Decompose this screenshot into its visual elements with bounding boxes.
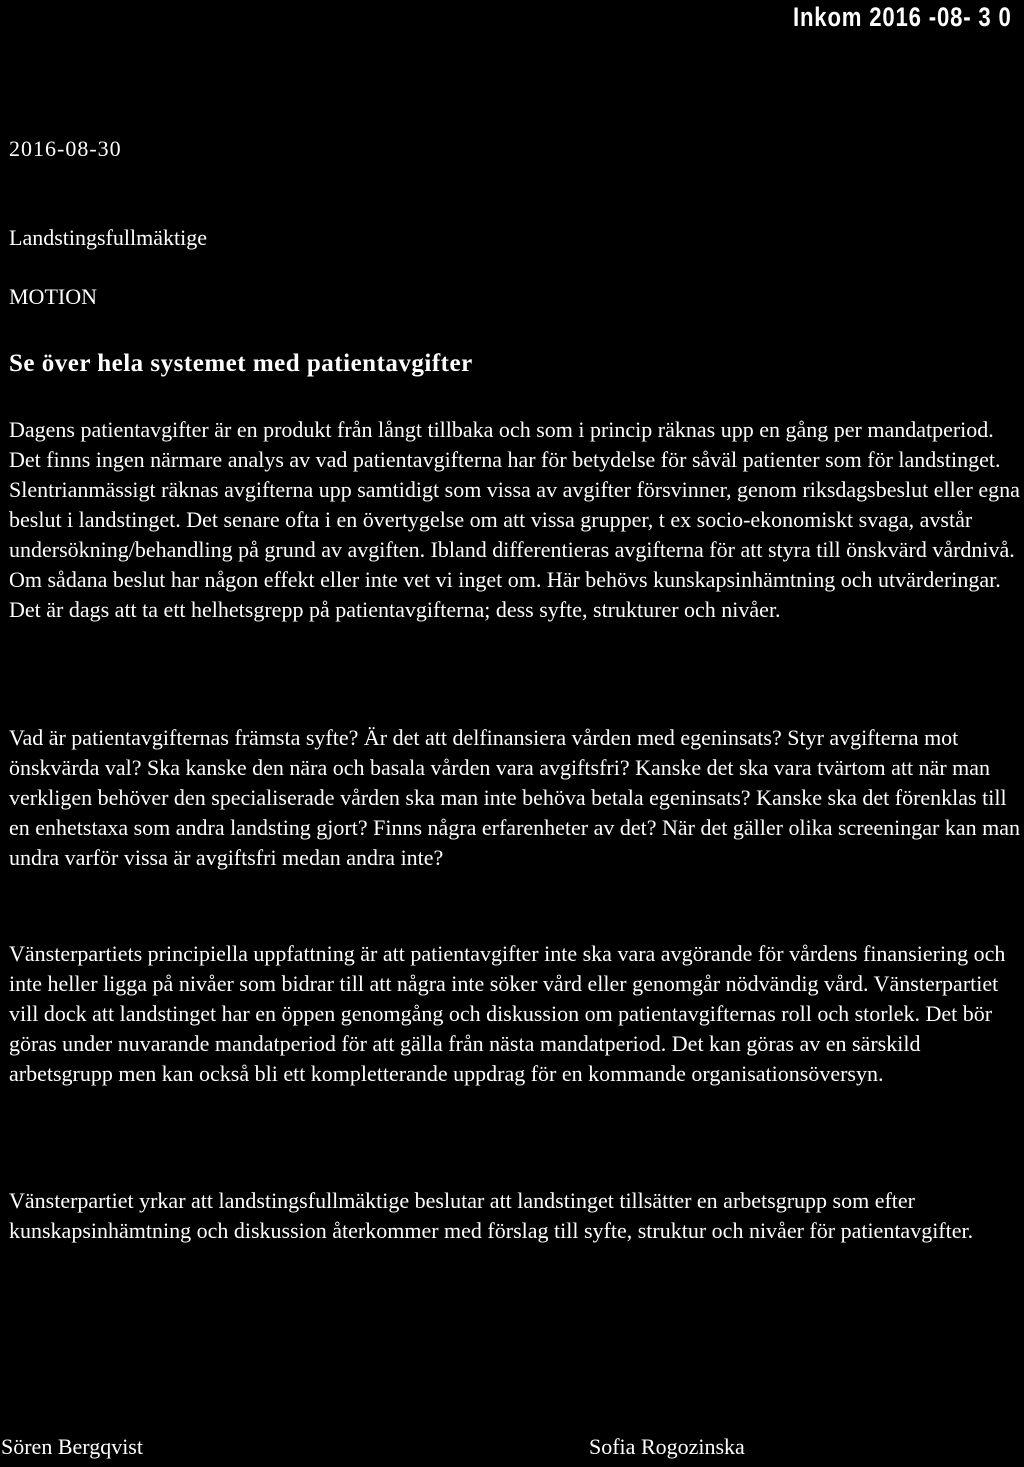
recipient: Landstingsfullmäktige: [9, 225, 207, 250]
body-paragraph: Vänsterpartiet yrkar att landstingsfullmäktige beslutar att landstinget tillsätter en arbetsgrupp som efter kunskapsinhämtning och diskussion återkommer med förslag till syfte, struktur och nivåer för patientavgifter.: [9, 1188, 974, 1243]
document-date: 2016-08-30: [9, 136, 122, 161]
body-paragraph: Vad är patientavgifternas främsta syfte? Är det att delfinansiera vården med egeninsats? Styr avgifterna mot önskvärda val? Ska kanske den nära och basala vården vara avgiftsfri? Kanske det ska vara tvärtom att när man verkligen behöver den specialiserade vården ska man inte behöva betala egeninsats? Kanske ska det förenklas till en enhetstaxa som andra landsting gjort? Finns några erfarenheter av det? När det gäller olika screeningar kan man undra varför vissa är avgiftsfri medan andra inte?: [9, 725, 1020, 870]
document-type: MOTION: [9, 284, 97, 309]
body-paragraph: Vänsterpartiets principiella uppfattning är att patientavgifter inte ska vara avgörande för vårdens finansiering och inte heller ligga på nivåer som bidrar till att några inte söker vård eller genomgår nödvändig vård. Vänsterpartiet vill dock att landstinget har en öppen genomgång och diskussion om patientavgifternas roll och storlek. Det bör göras under nuvarande mandatperiod för att gälla från nästa mandatperiod. Det kan göras av en särskild arbetsgrupp men kan också bli ett kompletterande uppdrag för en kommande organisationsöversyn.: [9, 941, 1006, 1086]
body-paragraph: Dagens patientavgifter är en produkt från långt tillbaka och som i princip räknas upp en gång per mandatperiod. Det finns ingen närmare analys av vad patientavgifterna har för betydelse för såväl patienter som för landstinget. Slentrianmässigt räknas avgifterna upp samtidigt som vissa av avgifter försvinner, genom riksdagsbeslut eller egna beslut i landstinget. Det senare ofta i en övertygelse om att vissa grupper, t ex socio-ekonomiskt svaga, avstår undersökning/behandling på grund av avgiften. Ibland differentieras avgifterna för att styra till önskvärd vårdnivå. Om sådana beslut har någon effekt eller inte vet vi inget om. Här behövs kunskapsinhämtning och utvärderingar. Det är dags att ta ett helhetsgrepp på patientavgifterna; dess syfte, strukturer och nivåer.: [9, 417, 1020, 622]
signatory-name: Sofia Rogozinska: [589, 1434, 745, 1459]
received-stamp: Inkom 2016 -08- 3 0: [793, 2, 1012, 32]
motion-headline: Se över hela systemet med patientavgifter: [9, 350, 473, 377]
signatory-name: Sören Bergqvist: [1, 1434, 143, 1459]
